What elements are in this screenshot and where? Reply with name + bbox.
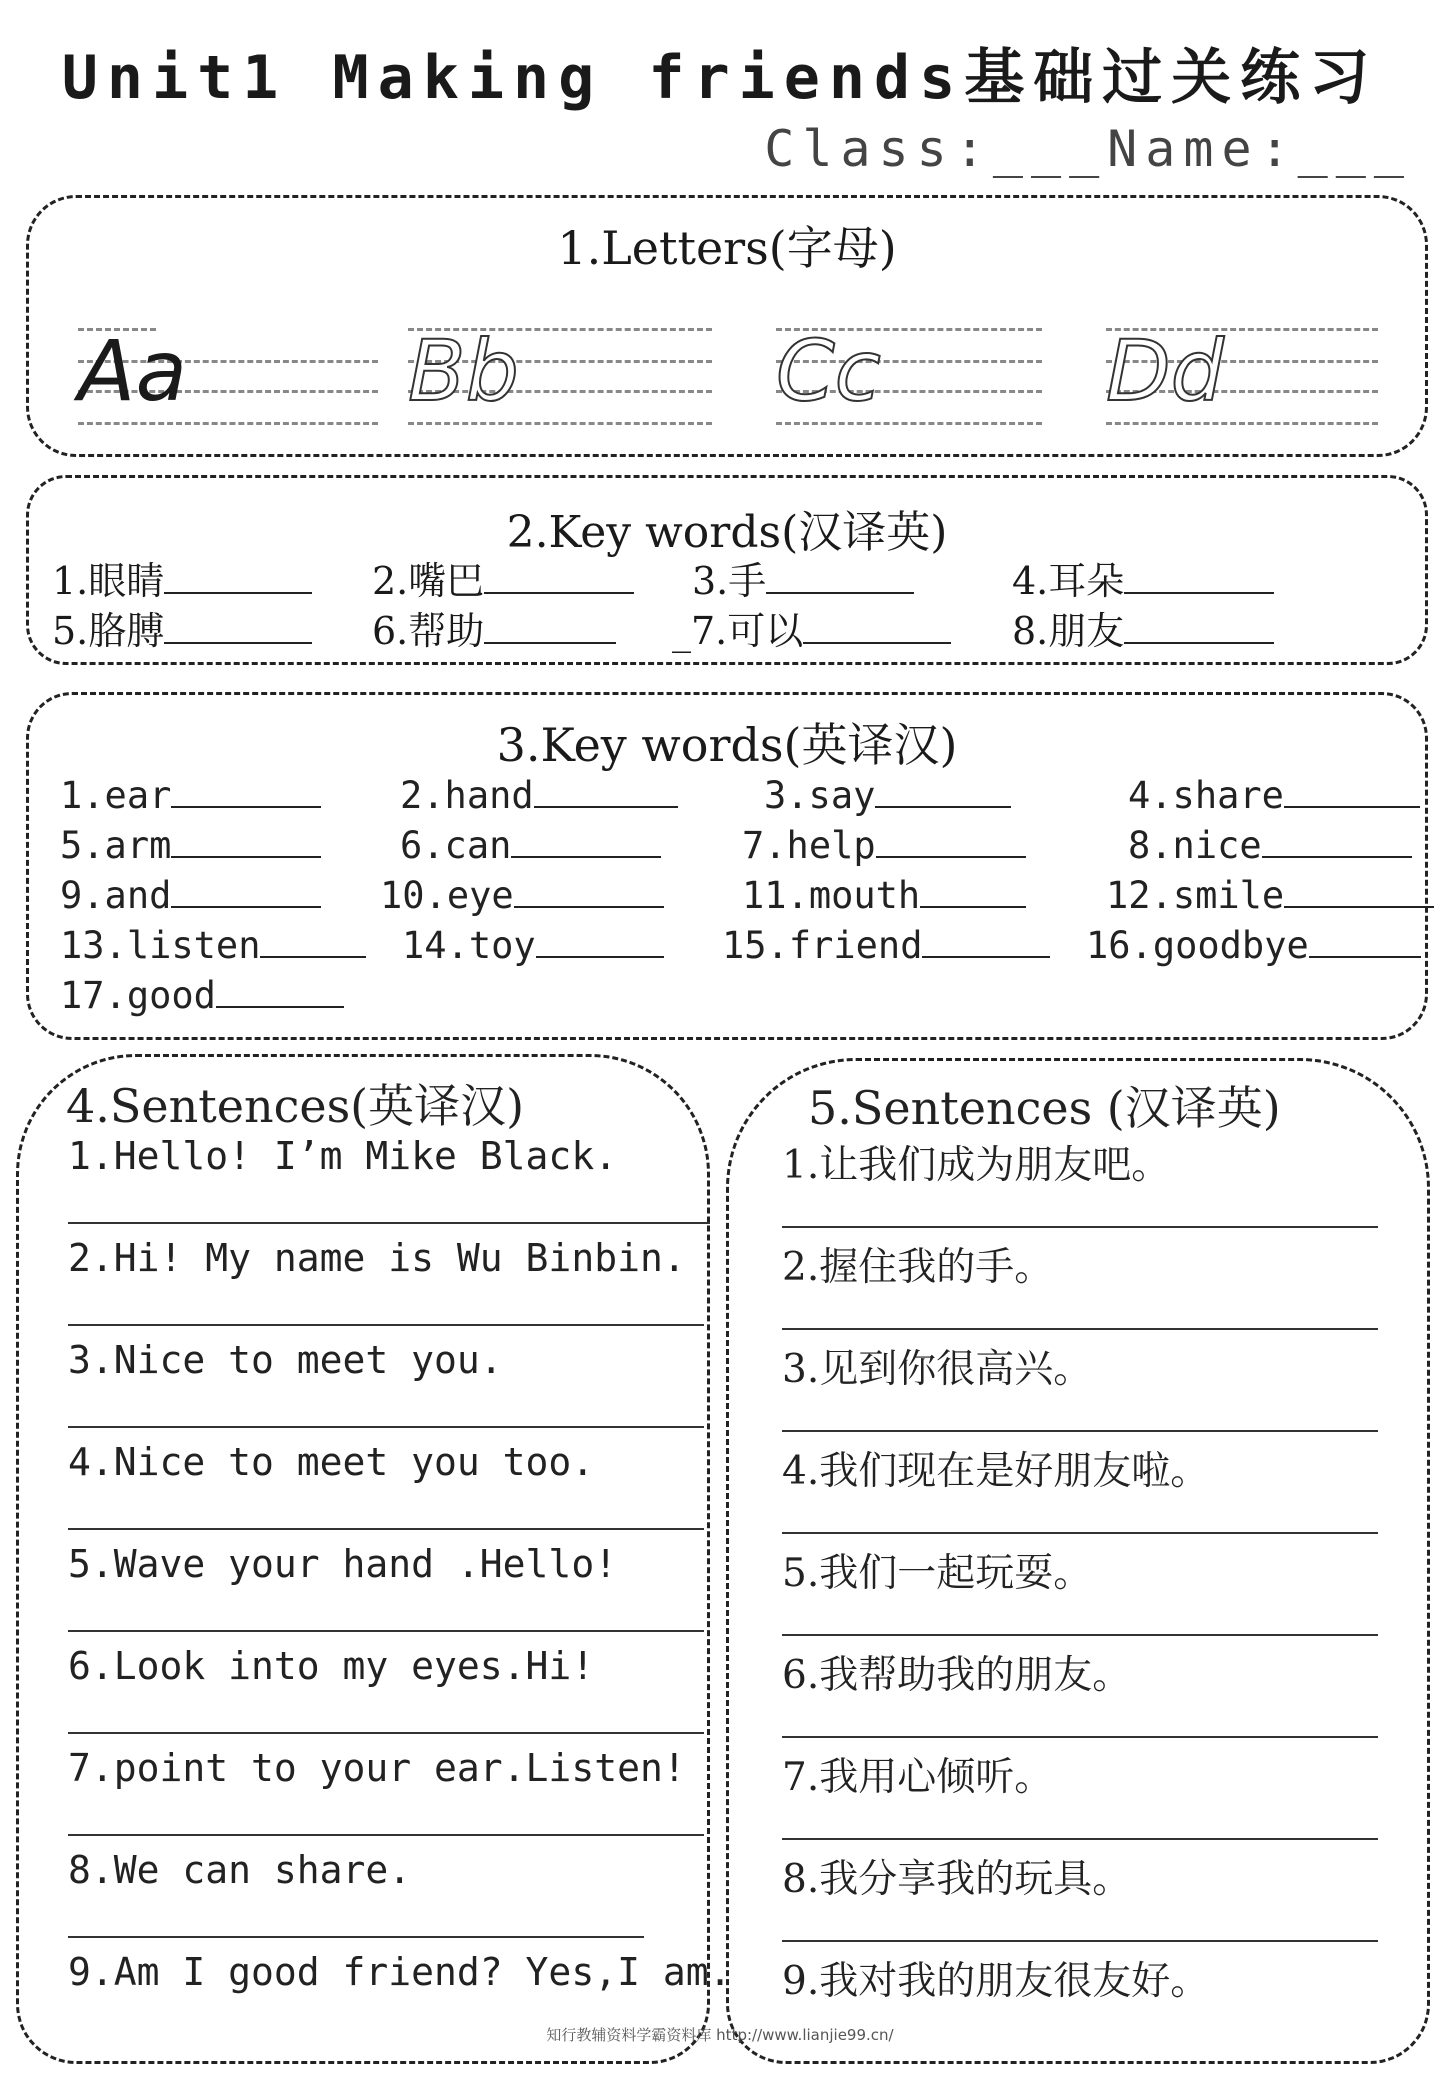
sentence-item: 5.Wave your hand .Hello! [68,1542,618,1586]
section-title: 1.Letters(字母) [557,221,897,275]
vocab-item: 1.ear [60,774,321,817]
section-title: 4.Sentences(英译汉) [66,1079,525,1133]
vocab-item: 8.nice [1128,824,1412,867]
sentence-item: 3.见到你很高兴。 [782,1347,1093,1392]
vocab-item: 11.mouth [742,874,1026,917]
answer-line [782,1430,1378,1432]
answer-line [782,1736,1378,1738]
answer-line [782,1634,1378,1636]
vocab-item: 3.say [764,774,1011,817]
answer-line [782,1838,1378,1840]
vocab-item: 2.hand [400,774,678,817]
section-title: 5.Sentences (汉译英) [808,1081,1281,1135]
vocab-item: 12.smile [1106,874,1434,917]
answer-line [782,1328,1378,1330]
answer-line [782,1940,1378,1942]
letter-aa: Aa [78,322,187,420]
sentence-item: 6.Look into my eyes.Hi! [68,1644,595,1688]
vocab-item: 7.help [742,824,1026,867]
sentence-item: 9.我对我的朋友很友好。 [782,1959,1210,2004]
answer-line [68,1426,704,1428]
sentence-item: 8.We can share. [68,1848,412,1892]
sentence-item: 4.我们现在是好朋友啦。 [782,1449,1210,1494]
letter-writing-area [78,300,378,440]
letter-writing-area [776,300,1042,440]
vocab-item: 13.listen [60,924,366,967]
vocab-item: 17.good [60,974,344,1017]
section-title: 2.Key words(汉译英) [506,507,948,558]
answer-line [68,1222,710,1224]
answer-line [68,1732,704,1734]
sentence-item: 6.我帮助我的朋友。 [782,1653,1132,1698]
vocab-item: 8.朋友 [1012,600,1274,655]
answer-line [68,1834,704,1836]
sentence-item: 9.Am I good friend? Yes,I am. [68,1950,732,1994]
vocab-item: 2.嘴巴 [372,550,634,605]
vocab-item: 5.胳膊 [52,600,312,655]
page-title: Unit1 Making friends基础过关练习 [61,43,1379,113]
sentence-item: 2.Hi! My name is Wu Binbin. [68,1236,686,1280]
section-title: 3.Key words(英译汉) [496,718,958,772]
letter-cc: Cc [776,322,881,420]
class-name-line: Class:___Name:___ [764,120,1412,178]
footer-watermark: 知行教辅资料学霸资料库 http://www.lianjie99.cn/ [546,2026,894,2044]
vocab-item: 4.share [1128,774,1420,817]
vocab-item: 10.eye [380,874,664,917]
answer-line [68,1324,704,1326]
sentence-item: 2.握住我的手。 [782,1245,1054,1290]
vocab-item: 16.goodbye [1086,924,1421,967]
sentence-item: 7.point to your ear.Listen! [68,1746,686,1790]
answer-line [782,1226,1378,1228]
sentence-item: 1.让我们成为朋友吧。 [782,1143,1171,1188]
vocab-item: 9.and [60,874,321,917]
vocab-item: 6.can [400,824,661,867]
sentence-item: 4.Nice to meet you too. [68,1440,595,1484]
sentence-item: 5.我们一起玩耍。 [782,1551,1093,1596]
vocab-item: _7.可以 [672,600,951,655]
vocab-item: 1.眼睛 [52,550,312,605]
vocab-item: 4.耳朵 [1012,550,1274,605]
letter-writing-area [1106,300,1378,440]
letter-writing-area [408,300,712,440]
sentence-item: 8.我分享我的玩具。 [782,1857,1132,1902]
vocab-item: 6.帮助 [372,600,616,655]
vocab-item: 15.friend [722,924,1050,967]
vocab-item: 14.toy [402,924,664,967]
vocab-item: 5.arm [60,824,321,867]
sentence-item: 1.Hello! I’m Mike Black. [68,1134,618,1178]
letter-bb: Bb [408,322,519,420]
letter-dd: Dd [1106,322,1225,420]
answer-line [68,1936,644,1938]
answer-line [68,1630,704,1632]
answer-line [68,1528,704,1530]
sentence-item: 3.Nice to meet you. [68,1338,503,1382]
answer-line [782,1532,1378,1534]
sentence-item: 7.我用心倾听。 [782,1755,1054,1800]
vocab-item: 3.手 [692,550,914,605]
